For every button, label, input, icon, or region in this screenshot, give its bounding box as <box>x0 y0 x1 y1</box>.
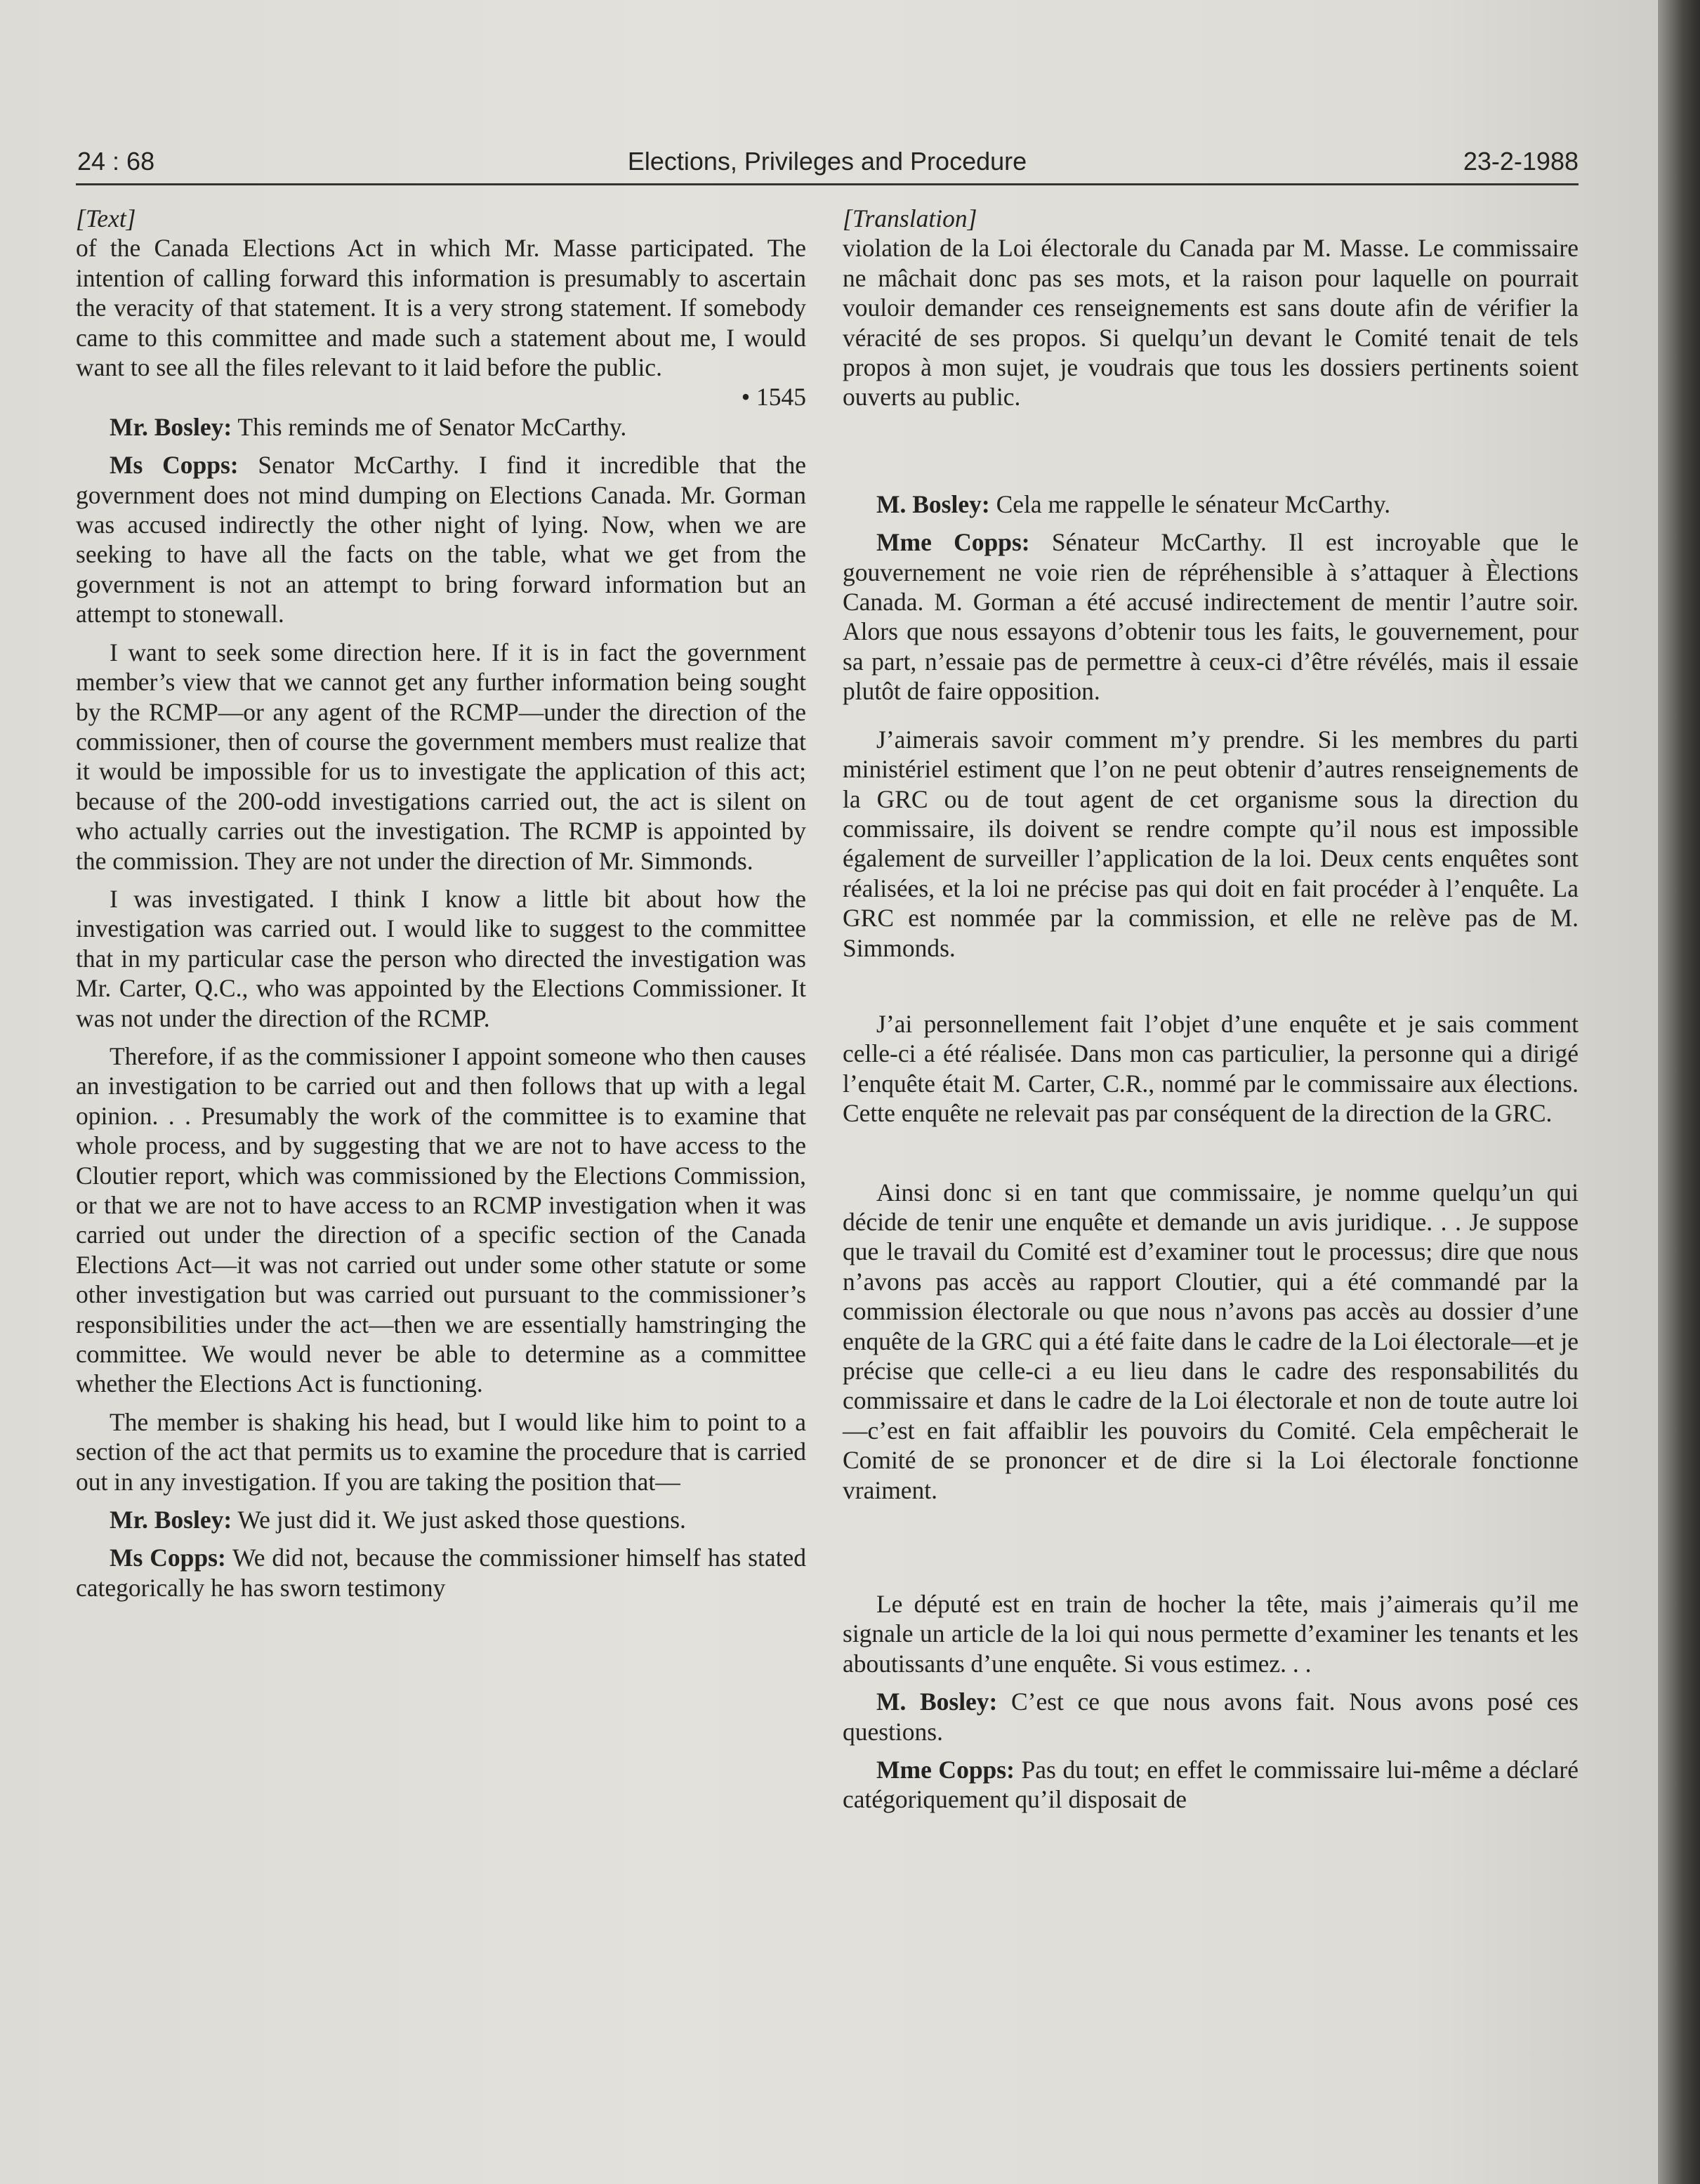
time-marker: • 1545 <box>741 383 806 412</box>
header-date: 23-2-1988 <box>1463 147 1579 176</box>
speech-bosley <box>843 1687 1579 1746</box>
speech-copps <box>76 450 806 629</box>
running-header <box>76 144 1579 185</box>
page-reference: 24 : 68 <box>77 147 155 176</box>
header-title: Elections, Privileges and Procedure <box>627 147 1027 176</box>
column-label: [Text] <box>76 204 136 232</box>
french-column <box>843 204 1579 1815</box>
speech-text: Pas du tout; en effet le commissaire lui-même a déclaré catégoriquement qu’il disposait de <box>843 1756 1579 1814</box>
paragraph: J’ai personnellement fait l’objet d’une enquête et je sais comment celle-ci a été réalisée. Dans mon cas particulier, la personne qui a dirigé l’enquête était M. Carter, C.R., nommé par le commissaire aux élections. Cette enquête ne relevait pas par conséquent de la direction de la GRC. <box>843 1009 1579 1128</box>
paragraph: Ainsi donc si en tant que commissaire, je nomme quelqu’un qui décide de tenir une enquête et demande un avis juridique. . . Je suppose que le travail du Comité est d’examiner tout le processus; dire que nous n’avons pas accès au rapport Cloutier, qui a été commandé par la commission électorale ou que nous n’avons pas accès au dossier d’une enquête de la GRC qui a été faite dans le cadre de la Loi électorale—et je précise que celle-ci a eu lieu dans le cadre des responsabilités du commissaire et dans le cadre de la Loi électorale et non de toute autre loi—c’est en fait affaiblir les pouvoirs du Comité. Cela empêcherait le Comité de se prononcer et de dire si la Loi électorale fonctionne vraiment. <box>843 1178 1579 1504</box>
speech-bosley <box>843 489 1579 519</box>
speech-copps <box>843 1755 1579 1815</box>
speech-bosley <box>76 412 806 442</box>
paragraph: J’aimerais savoir comment m’y prendre. Si les membres du parti ministériel estiment que l’on ne peut obtenir d’autres renseignements de la GRC ou de tout agent de cet organisme sous la direction du commissaire, ils doivent se rendre compte qu’il nous est impossible également de surveiller l’application de la loi. Deux cents enquêtes sont réalisées, et la loi ne précise pas qui doit en fait procéder à l’enquête. La GRC est nommée par la commission, et elle ne relève pas de M. Simmonds. <box>843 725 1579 962</box>
speaker-name: Mr. Bosley: <box>110 1506 232 1534</box>
speaker-name: Mme Copps: <box>876 528 1030 557</box>
speech-text: We did not, because the commissioner himself has stated categorically he has sworn testimony <box>76 1544 806 1602</box>
speaker-name: M. Bosley: <box>876 489 990 518</box>
speaker-name: Mme Copps: <box>876 1756 1015 1784</box>
speech-text: This reminds me of Senator McCarthy. <box>232 412 627 441</box>
column-label: [Translation] <box>843 204 977 232</box>
speaker-name: M. Bosley: <box>876 1688 998 1716</box>
speech-text: Cela me rappelle le sénateur McCarthy. <box>989 489 1391 518</box>
speech-copps <box>843 527 1579 706</box>
speaker-name: Mr. Bosley: <box>110 412 232 441</box>
english-column <box>76 204 806 1603</box>
speaker-name: Ms Copps: <box>110 451 239 480</box>
speech-copps <box>76 1543 806 1603</box>
paragraph: The member is shaking his head, but I would like him to point to a section of the act that permits us to examine the procedure that is carried out in any investigation. If you are taking the position that— <box>76 1407 806 1496</box>
book-gutter <box>1658 0 1700 2184</box>
paragraph: Therefore, if as the commissioner I appoint someone who then causes an investigation to be carried out and then follows that up with a legal opinion. . . Presumably the work of the committee is to examine that whole process, and by suggesting that we are not to have access to the Cloutier report, which was commissioned by the Elections Commission, or that we are not to have access to an RCMP investigation when it was carried out under the direction of a specific section of the Canada Elections Act—it was not carried out under some other statute or some other investigation but was carried out pursuant to the commissioner’s responsibilities under the act—then we are essentially hamstringing the committee. We would never be able to determine as a committee whether the Elections Act is functioning. <box>76 1041 806 1398</box>
speech-text: We just did it. We just asked those questions. <box>232 1506 686 1534</box>
paragraph: violation de la Loi électorale du Canada par M. Masse. Le commissaire ne mâchait donc pas ses mots, et la raison pour laquelle on pourrait vouloir demander ces renseignements est sans doute afin de vérifier la véracité de ses propos. Si quelqu’un devant le Comité tenait de tels propos à mon sujet, je voudrais que tous les dossiers pertinents soient ouverts au public. <box>843 234 1579 412</box>
paragraph: Le député est en train de hocher la tête, mais j’aimerais qu’il me signale un article de la loi qui nous permette d’examiner les tenants et les aboutissants d’une enquête. Si vous estimez. . . <box>843 1590 1579 1678</box>
speech-text: C’est ce que nous avons fait. Nous avons posé ces questions. <box>843 1688 1579 1746</box>
speech-bosley <box>76 1505 806 1534</box>
speech-text: Senator McCarthy. I find it incredible that the government does not mind dumping on Elections Canada. Mr. Gorman was accused indirectly the other night of lying. Now, when we are seeking to have all the facts on the table, what we get from the government is not an attempt to bring forward information but an attempt to stonewall. <box>76 451 806 629</box>
paragraph: of the Canada Elections Act in which Mr. Masse participated. The intention of calling forward this information is presumably to ascertain the veracity of that statement. It is a very strong statement. If somebody came to this committee and made such a statement about me, I would want to see all the files relevant to it laid before the public. <box>76 234 806 382</box>
paragraph: I want to seek some direction here. If it is in fact the government member’s view that we cannot get any further information being sought by the RCMP—or any agent of the RCMP—under the direction of the commissioner, then of course the government members must realize that it would be impossible for us to investigate the application of this act; because of the 200-odd investigations carried out, the act is silent on who actually carries out the investigation. The RCMP is appointed by the commission. They are not under the direction of Mr. Simmonds. <box>76 638 806 875</box>
paragraph: I was investigated. I think I know a little bit about how the investigation was carried out. I would like to suggest to the committee that in my particular case the person who directed the investigation was Mr. Carter, Q.C., who was appointed by the Elections Commissioner. It was not under the direction of the RCMP. <box>76 884 806 1032</box>
speech-text: Sénateur McCarthy. Il est incroyable que le gouvernement ne voie rien de répréhensible à s’attaquer à Èlections Canada. M. Gorman a été accusé indirectement de mentir l’autre soir. Alors que nous essayons d’obtenir tous les faits, le gouvernement, pour sa part, n’essaie pas de permettre à ceux-ci d’être révélés, mais il essaie plutôt de faire opposition. <box>843 528 1579 706</box>
speaker-name: Ms Copps: <box>110 1544 226 1572</box>
